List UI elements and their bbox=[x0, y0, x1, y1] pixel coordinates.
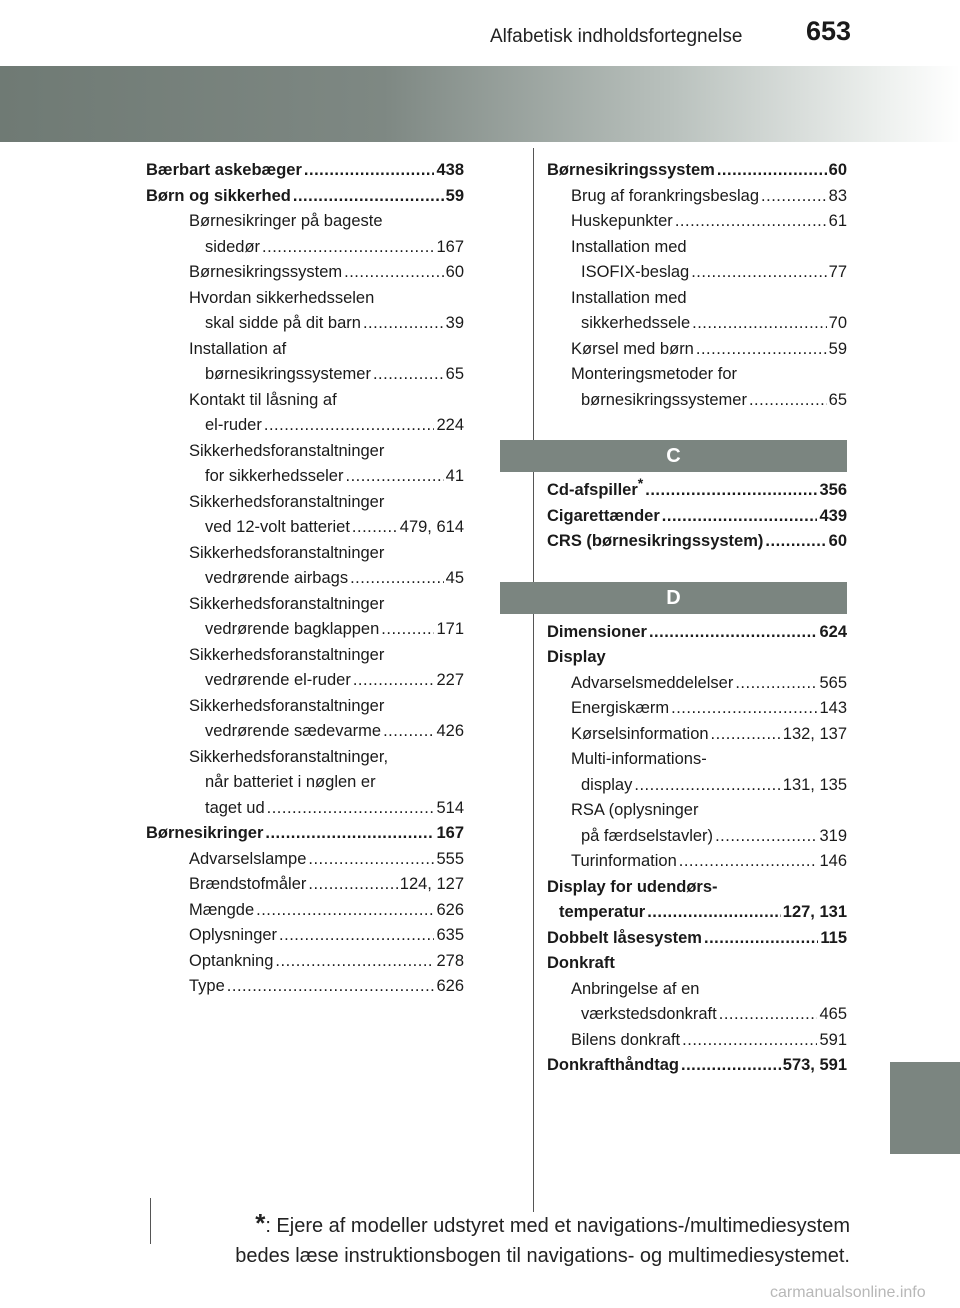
footnote-marker: * bbox=[637, 475, 644, 491]
dot-leader bbox=[262, 235, 434, 261]
entry-page: 479, 614 bbox=[399, 518, 464, 536]
entry-page: 626 bbox=[436, 977, 464, 995]
entry-text: Bilens donkraft bbox=[571, 1030, 681, 1049]
dot-leader bbox=[383, 719, 434, 745]
entry-text: Mængde bbox=[189, 900, 255, 919]
index-entry bbox=[146, 515, 464, 541]
index-entry bbox=[547, 337, 847, 363]
entry-page: 278 bbox=[436, 951, 464, 970]
dot-leader bbox=[267, 796, 435, 822]
entry-page: 514 bbox=[436, 798, 464, 817]
entry-text: Optankning bbox=[189, 951, 274, 970]
footnote-rule bbox=[150, 1198, 151, 1244]
entry-text: børnesikringssystemer bbox=[581, 390, 747, 409]
dot-leader bbox=[264, 413, 435, 439]
index-entry bbox=[547, 926, 847, 952]
index-entry bbox=[547, 475, 847, 504]
index-entry bbox=[146, 668, 464, 694]
index-group-d bbox=[547, 620, 847, 1079]
entry-text: Advarselsmeddelelser bbox=[571, 673, 734, 692]
index-entry bbox=[547, 773, 847, 799]
index-entry bbox=[146, 158, 464, 184]
index-entry bbox=[146, 362, 464, 388]
entry-text: Dobbelt låsesystem bbox=[547, 928, 702, 947]
index-entry bbox=[547, 286, 847, 312]
index-entry bbox=[547, 671, 847, 697]
entry-page: 60 bbox=[828, 532, 847, 550]
entry-page: 83 bbox=[828, 186, 847, 205]
index-entry bbox=[547, 722, 847, 748]
entry-page: 39 bbox=[445, 314, 464, 332]
entry-page: 127, 131 bbox=[782, 903, 847, 921]
index-entry bbox=[146, 413, 464, 439]
entry-text: vedrørende airbags bbox=[205, 569, 349, 587]
index-entry bbox=[146, 464, 464, 490]
entry-text: når batteriet i nøglen er bbox=[205, 773, 376, 791]
index-entry bbox=[547, 875, 847, 901]
entry-page: 60 bbox=[828, 161, 847, 179]
dot-leader bbox=[662, 504, 818, 530]
index-entry bbox=[146, 311, 464, 337]
dot-leader bbox=[353, 668, 435, 694]
page-number: 653 bbox=[806, 16, 852, 46]
dot-leader bbox=[704, 926, 818, 952]
dot-leader bbox=[345, 464, 443, 490]
dot-leader bbox=[227, 974, 435, 1000]
entry-text: Display for udendørs- bbox=[547, 877, 718, 896]
entry-text: sikkerhedssele bbox=[581, 314, 691, 332]
entry-text: Børnesikringssystem bbox=[547, 161, 715, 179]
entry-text: Dimensioner bbox=[547, 622, 647, 641]
entry-text: Kørsel med børn bbox=[571, 339, 694, 358]
entry-page: 227 bbox=[436, 671, 464, 689]
entry-text: Cd-afspiller bbox=[547, 481, 638, 499]
dot-leader bbox=[293, 184, 444, 210]
index-entry bbox=[547, 824, 847, 850]
index-entry bbox=[547, 849, 847, 875]
entry-text: Type bbox=[189, 977, 225, 995]
entry-page: 115 bbox=[820, 928, 847, 947]
header-banner bbox=[0, 66, 960, 142]
entry-page: 59 bbox=[828, 339, 847, 358]
index-entry bbox=[547, 158, 847, 184]
entry-page: 61 bbox=[828, 212, 847, 230]
index-entry bbox=[146, 286, 464, 312]
entry-text: Bærbart askebæger bbox=[146, 161, 302, 179]
dot-leader bbox=[279, 923, 434, 949]
index-entry bbox=[547, 1028, 847, 1054]
entry-text: Brændstofmåler bbox=[189, 875, 307, 893]
entry-page: 573, 591 bbox=[782, 1056, 847, 1074]
dot-leader bbox=[647, 900, 781, 926]
index-entry bbox=[146, 821, 464, 847]
entry-text: Sikkerhedsforanstaltninger bbox=[189, 696, 385, 715]
index-entry bbox=[146, 745, 464, 771]
index-group-b-continued bbox=[547, 158, 847, 413]
dot-leader bbox=[679, 849, 818, 875]
entry-text: Turinformation bbox=[571, 852, 677, 870]
entry-text: Donkrafthåndtag bbox=[547, 1056, 679, 1074]
index-entry bbox=[146, 260, 464, 286]
entry-text: Oplysninger bbox=[189, 926, 278, 944]
entry-text: Brug af forankringsbeslag bbox=[571, 186, 760, 205]
index-group-c bbox=[547, 504, 847, 555]
entry-text: på færdselstavler) bbox=[581, 826, 714, 845]
index-entry bbox=[547, 645, 847, 671]
entry-page: 65 bbox=[828, 390, 847, 409]
entry-page: 131, 135 bbox=[782, 775, 847, 794]
dot-leader bbox=[715, 824, 817, 850]
entry-page: 465 bbox=[819, 1005, 847, 1023]
entry-text: Børnesikringer bbox=[146, 824, 264, 842]
entry-text: ISOFIX-beslag bbox=[581, 263, 690, 281]
entry-text: Sikkerhedsforanstaltninger bbox=[189, 645, 385, 664]
footnote-line1: : Ejere af modeller udstyret med et navigations-/multimediesystem bbox=[265, 1215, 850, 1237]
header-title: Alfabetisk indholdsfortegnelse bbox=[490, 26, 743, 47]
index-entry bbox=[146, 566, 464, 592]
index-entry bbox=[547, 798, 847, 824]
dot-leader bbox=[350, 566, 444, 592]
dot-leader bbox=[381, 617, 434, 643]
index-entry bbox=[547, 362, 847, 388]
dot-leader bbox=[692, 311, 827, 337]
dot-leader bbox=[275, 949, 434, 975]
index-entry bbox=[146, 184, 464, 210]
dot-leader bbox=[682, 1028, 817, 1054]
index-entry bbox=[547, 529, 847, 555]
dot-leader bbox=[696, 337, 827, 363]
dot-leader bbox=[352, 515, 398, 541]
entry-page: 65 bbox=[445, 365, 464, 383]
entry-text: Kørselsinformation bbox=[571, 724, 709, 743]
index-entry bbox=[547, 184, 847, 210]
entry-text: børnesikringssystemer bbox=[205, 365, 371, 383]
entry-text: Huskepunkter bbox=[571, 212, 673, 230]
section-header-c: C bbox=[500, 440, 847, 472]
watermark: carmanualsonline.info bbox=[770, 1284, 926, 1301]
index-entry bbox=[547, 504, 847, 530]
entry-text: Advarselslampe bbox=[189, 849, 307, 868]
index-entry bbox=[146, 847, 464, 873]
index-entry bbox=[547, 260, 847, 286]
entry-text: skal sidde på dit barn bbox=[205, 314, 361, 332]
entry-text: RSA (oplysninger bbox=[571, 801, 699, 819]
index-entry bbox=[547, 747, 847, 773]
index-entry bbox=[146, 643, 464, 669]
entry-text: Sikkerhedsforanstaltninger bbox=[189, 594, 385, 613]
entry-text: ved 12-volt batteriet bbox=[205, 518, 350, 536]
dot-leader bbox=[711, 722, 781, 748]
index-entry bbox=[146, 694, 464, 720]
dot-leader bbox=[649, 620, 818, 646]
entry-text: Donkraft bbox=[547, 954, 615, 972]
entry-text: Børn og sikkerhed bbox=[146, 186, 291, 205]
index-entry bbox=[547, 900, 847, 926]
index-entry bbox=[146, 923, 464, 949]
dot-leader bbox=[308, 847, 434, 873]
entry-page: 426 bbox=[436, 722, 464, 740]
index-entry bbox=[547, 951, 847, 977]
entry-text: sidedør bbox=[205, 237, 261, 256]
entry-page: 171 bbox=[436, 620, 464, 638]
entry-page: 319 bbox=[819, 826, 847, 845]
entry-page: 356 bbox=[819, 481, 847, 499]
entry-text: Hvordan sikkerhedsselen bbox=[189, 288, 375, 307]
entry-page: 626 bbox=[436, 900, 464, 919]
index-entry bbox=[146, 388, 464, 414]
index-entry bbox=[146, 209, 464, 235]
entry-page: 146 bbox=[819, 852, 847, 870]
page-header bbox=[0, 0, 960, 60]
index-entry bbox=[146, 439, 464, 465]
entry-text: taget ud bbox=[205, 798, 265, 817]
entry-text: Multi-informations- bbox=[571, 750, 707, 768]
dot-leader bbox=[681, 1053, 781, 1079]
index-entry bbox=[146, 541, 464, 567]
entry-page: 70 bbox=[828, 314, 847, 332]
entry-text: Kontakt til låsning af bbox=[189, 390, 337, 409]
entry-text: Sikkerhedsforanstaltninger bbox=[189, 543, 385, 562]
entry-text: vedrørende bagklappen bbox=[205, 620, 380, 638]
dot-leader bbox=[691, 260, 826, 286]
footnote-line2: bedes læse instruktionsbogen til navigations- og multimediesystemet. bbox=[235, 1245, 850, 1267]
entry-text: Installation af bbox=[189, 339, 287, 358]
dot-leader bbox=[373, 362, 444, 388]
entry-page: 45 bbox=[445, 569, 464, 587]
entry-text: temperatur bbox=[559, 903, 646, 921]
index-entry bbox=[146, 617, 464, 643]
footnote-star: * bbox=[255, 1208, 266, 1238]
entry-text: Sikkerhedsforanstaltninger bbox=[189, 441, 385, 460]
dot-leader bbox=[645, 478, 817, 504]
index-entry bbox=[146, 974, 464, 1000]
index-entry bbox=[146, 796, 464, 822]
dot-leader bbox=[308, 872, 397, 898]
index-entry bbox=[547, 1002, 847, 1028]
index-entry bbox=[547, 696, 847, 722]
entry-text: vedrørende sædevarme bbox=[205, 722, 382, 740]
dot-leader bbox=[256, 898, 434, 924]
index-entry bbox=[146, 235, 464, 261]
entry-page: 438 bbox=[436, 161, 464, 179]
entry-page: 591 bbox=[819, 1030, 847, 1049]
dot-leader bbox=[265, 821, 434, 847]
index-entry bbox=[146, 337, 464, 363]
index-entry bbox=[547, 1053, 847, 1079]
entry-page: 635 bbox=[436, 926, 464, 944]
index-column-right bbox=[547, 158, 847, 1079]
column-divider bbox=[533, 148, 534, 1212]
index-column-left bbox=[146, 158, 464, 1000]
entry-text: display bbox=[581, 775, 633, 794]
entry-text: Monteringsmetoder for bbox=[571, 365, 737, 383]
footnote bbox=[200, 1208, 850, 1271]
index-entry bbox=[547, 209, 847, 235]
entry-text: Børnesikringssystem bbox=[189, 263, 343, 281]
dot-leader bbox=[304, 158, 435, 184]
entry-text: for sikkerhedsseler bbox=[205, 467, 344, 485]
dot-leader bbox=[719, 1002, 818, 1028]
entry-text: værkstedsdonkraft bbox=[581, 1005, 717, 1023]
entry-page: 565 bbox=[819, 673, 847, 692]
index-entry bbox=[547, 235, 847, 261]
index-entry bbox=[547, 977, 847, 1003]
dot-leader bbox=[717, 158, 827, 184]
entry-page: 143 bbox=[819, 699, 847, 717]
index-entry bbox=[146, 490, 464, 516]
entry-text: Installation med bbox=[571, 237, 687, 256]
dot-leader bbox=[675, 209, 827, 235]
entry-text: CRS (børnesikringssystem) bbox=[547, 532, 764, 550]
dot-leader bbox=[634, 773, 780, 799]
entry-page: 124, 127 bbox=[399, 875, 464, 893]
entry-page: 59 bbox=[445, 186, 464, 205]
chapter-tab bbox=[890, 1062, 960, 1154]
index-entry bbox=[146, 898, 464, 924]
entry-text: Installation med bbox=[571, 288, 687, 307]
entry-text: el-ruder bbox=[205, 416, 262, 434]
entry-text: Sikkerhedsforanstaltninger bbox=[189, 492, 385, 511]
dot-leader bbox=[765, 529, 826, 555]
dot-leader bbox=[671, 696, 817, 722]
dot-leader bbox=[363, 311, 444, 337]
entry-text: Cigarettænder bbox=[547, 506, 660, 525]
entry-text: vedrørende el-ruder bbox=[205, 671, 351, 689]
entry-text: Energiskærm bbox=[571, 699, 670, 717]
entry-text: Anbringelse af en bbox=[571, 979, 700, 998]
entry-page: 132, 137 bbox=[782, 724, 847, 743]
entry-page: 167 bbox=[436, 824, 464, 842]
dot-leader bbox=[749, 388, 827, 414]
index-entry bbox=[146, 719, 464, 745]
dot-leader bbox=[344, 260, 444, 286]
index-entry bbox=[146, 592, 464, 618]
section-header-d: D bbox=[500, 582, 847, 614]
entry-page: 624 bbox=[819, 622, 847, 641]
index-entry bbox=[146, 872, 464, 898]
entry-page: 41 bbox=[445, 467, 464, 485]
entry-text: Display bbox=[547, 648, 606, 666]
entry-page: 224 bbox=[436, 416, 464, 434]
dot-leader bbox=[761, 184, 827, 210]
entry-text: Sikkerhedsforanstaltninger, bbox=[189, 747, 389, 766]
entry-page: 60 bbox=[445, 263, 464, 281]
dot-leader bbox=[735, 671, 817, 697]
entry-page: 439 bbox=[819, 506, 847, 525]
entry-page: 77 bbox=[828, 263, 847, 281]
index-entry bbox=[146, 949, 464, 975]
entry-page: 167 bbox=[436, 237, 464, 256]
entry-page: 555 bbox=[436, 849, 464, 868]
index-entry bbox=[547, 620, 847, 646]
index-entry bbox=[146, 770, 464, 796]
index-entry bbox=[547, 311, 847, 337]
entry-text: Børnesikringer på bageste bbox=[189, 212, 383, 230]
index-entry bbox=[547, 388, 847, 414]
